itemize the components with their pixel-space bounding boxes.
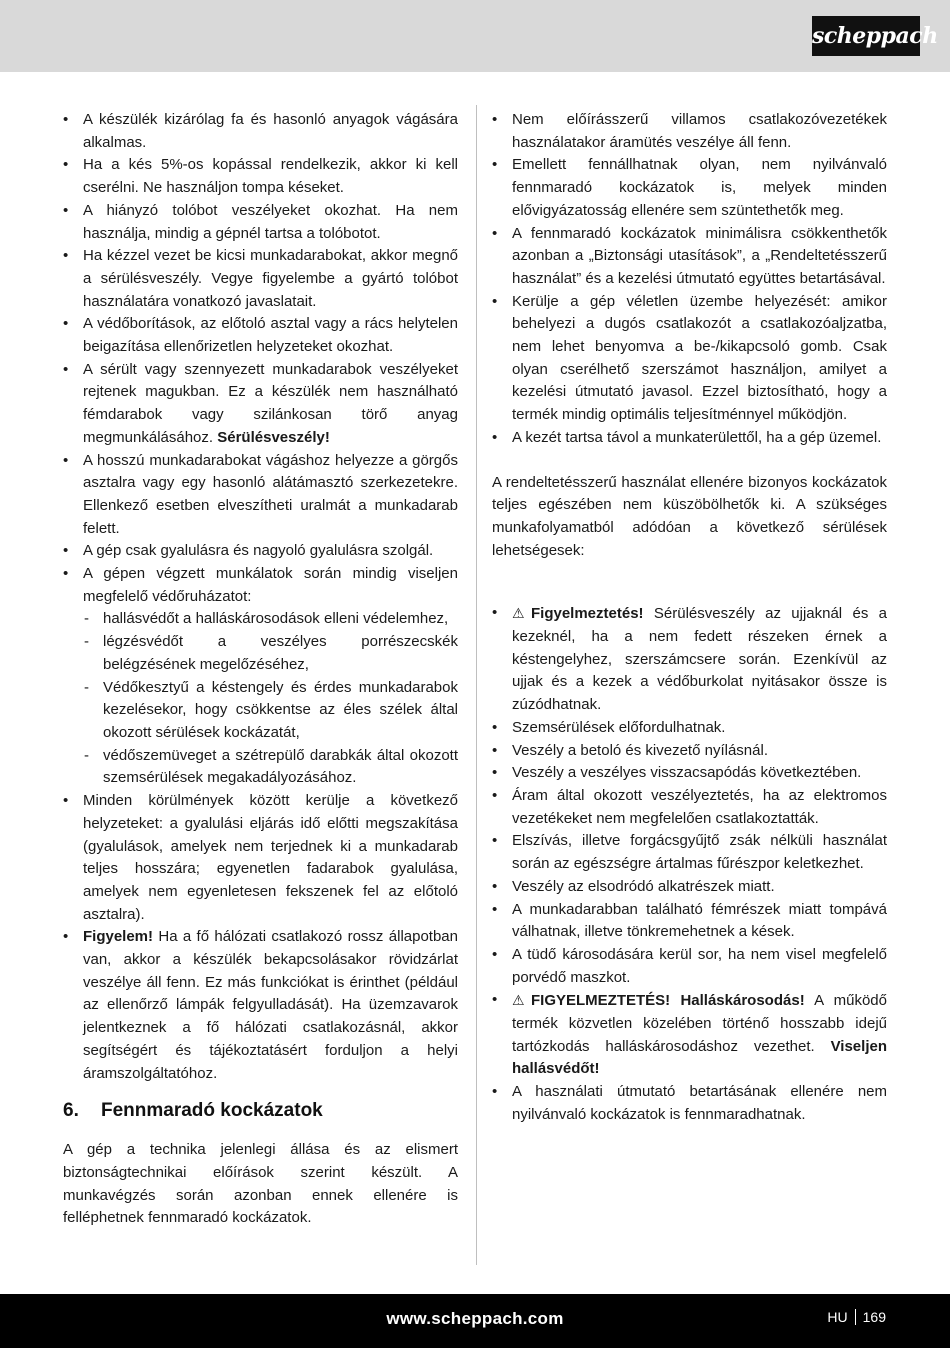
list-item: • Ha kézzel vezet be kicsi munkadarabokat, akkor megnő a sérülésveszély. Vegye figyelembe a gyártó tolóbot használatára vonatkozó javaslatait. <box>63 245 458 313</box>
list-item: • Kerülje a gép véletlen üzembe helyezését: amikor behelyezi a dugós csatlakozót a csatlakozóaljzatba, nem lehet benyomva a be-/kikapcsoló gomb. Csak olyan cserélhető szerszámot használjon, amilyet a kezelési útmutató javasol. Ezzel biztosítható, hogy a termék mindig optimális teljesítménnyel működjön. <box>492 291 887 427</box>
list-item-attention <box>63 926 458 1085</box>
list-item: • Minden körülmények között kerülje a következő helyzeteket: a gyalulási eljárás idő előtti megszakítása (gyalulások, amelyek nem terjednek ki a munkadarab teljes hosszára; egyenetlen fadarabok gyalulása, amelyek nem egyenletesen fekszenek fel az előtoló asztalra). <box>63 790 458 926</box>
list-item-damaged-workpieces <box>63 359 458 450</box>
residual-risk-paragraph: A rendeltetésszerű használat ellenére bizonyos kockázatok teljes egészében nem küszöbölhetők ki. A szükséges munkafolyamatból adódóan a következő sérülések lehetségesek: <box>492 473 887 559</box>
injury-danger-label: Sérülésveszély! <box>217 428 330 446</box>
list-item: • Veszély az elsodródó alkatrészek miatt. <box>492 876 887 899</box>
scheppach-logo: scheppach <box>812 16 920 56</box>
list-item: • Nem előírásszerű villamos csatlakozóvezetékek használatakor áramütés veszélye áll fenn. <box>492 109 887 154</box>
safety-list-a <box>63 109 458 1085</box>
right-column <box>492 109 887 1127</box>
list-item: • Áram által okozott veszélyeztetés, ha az elektromos vezetékeket nem megfelelően csatlakoztatták. <box>492 785 887 830</box>
header-bar <box>0 0 950 72</box>
warning-label: Figyelmeztetés! <box>531 605 644 623</box>
section-number: 6. <box>63 1100 79 1122</box>
footer-separator <box>855 1309 856 1325</box>
page-indicator <box>827 1309 886 1325</box>
section-heading <box>63 1099 458 1123</box>
left-column <box>63 109 458 1230</box>
warning-triangle-icon: ⚠ <box>512 605 525 622</box>
hearing-warning-label: FIGYELMEZTETÉS! Halláskárosodás! <box>531 992 805 1010</box>
list-item: • A gép csak gyalulásra és nagyoló gyalulásra szolgál. <box>63 540 458 563</box>
list-item-hearing-warning <box>492 989 887 1081</box>
ppe-item: - Védőkesztyű a késtengely és érdes munkadarabok kezelésekor, hogy csökkentse az éles szélek által okozott sérülések kockázatát, <box>83 677 458 745</box>
ppe-list <box>83 608 458 790</box>
residual-list-b <box>492 602 887 1126</box>
list-item-ppe <box>63 563 458 790</box>
warning-text: Sérülésveszély az ujjaknál és a kezeknél, ha a nem fedett részeken érnek a késtengelyhez, szerszámcsere során. Ezenkívül az ujjak és a kezek a védőburkolat nyitásakor össze is zúzódhatnak. <box>512 605 887 714</box>
warning-triangle-icon: ⚠ <box>512 992 525 1009</box>
list-item: • A tüdő károsodására kerül sor, ha nem visel megfelelő porvédő maszkot. <box>492 944 887 989</box>
residual-list-a <box>492 109 887 450</box>
list-item: • Elszívás, illetve forgácsgyűjtő zsák nélküli használat során az egészségre ártalmas fűrészpor keletkezhet. <box>492 830 887 875</box>
list-item: • A hosszú munkadarabokat vágáshoz helyezze a görgős asztalra vagy egy hasonló alátámasztó szerkezetekre. Ellenkező esetben elveszítheti uralmát a munkadarab felett. <box>63 450 458 541</box>
ppe-item: - hallásvédőt a halláskárosodások elleni védelemhez, <box>83 608 458 631</box>
ppe-item: - védőszemüveget a szétrepülő darabkák által okozott szemsérülések megakadályozásához. <box>83 745 458 790</box>
list-item-text: A sérült vagy szennyezett munkadarabok veszélyeket rejtenek magukban. Ez a készülék nem használható fémdarabok vagy szilánkosan törő anyag megmunkálásához. <box>83 360 458 446</box>
ppe-item: - légzésvédőt a veszélyes porrészecskék belégzésének megelőzéséhez, <box>83 631 458 676</box>
attention-label: Figyelem! <box>83 928 154 946</box>
page-number: 169 <box>862 1309 886 1325</box>
list-item: • A fennmaradó kockázatok minimálisra csökkenthetők azonban a „Biztonsági utasítások”, a „Rendeltetésszerű használat” és a kezelési útmutató együttes betartásával. <box>492 223 887 291</box>
hearing-warning-text: A működő termék közvetlen közelében történő hosszabb idejű tartózkodás halláskárosodáshoz vezethet. <box>512 992 887 1055</box>
language-code: HU <box>827 1309 848 1325</box>
wear-ear-protection-label: Viseljen hallásvédőt! <box>512 1037 887 1078</box>
column-divider <box>476 105 477 1265</box>
list-item: • A kezét tartsa távol a munkaterülettől, ha a gép üzemel. <box>492 427 887 450</box>
attention-text: Ha a fő hálózati csatlakozó rossz állapotban van, akkor a készülék bekapcsolásakor rövidzárlat veszélye áll fenn. Ez más funkciókat is érinthet (például az ellenőrző lámpák felgyulladását). Ha üzemzavarok jelentkeznek a fő hálózati csatlakozásnál, akkor segítségért és tájékoztatásért forduljon a helyi áramszolgáltatóhoz. <box>83 928 458 1082</box>
footer-bar <box>0 1294 950 1348</box>
list-item: • Szemsérülések előfordulhatnak. <box>492 717 887 740</box>
list-item: • A védőborítások, az előtoló asztal vagy a rács helytelen beigazítása ellenőrizetlen helyzeteket okozhat. <box>63 313 458 358</box>
section-title: Fennmaradó kockázatok <box>101 1100 323 1122</box>
list-item: • Emellett fennállhatnak olyan, nem nyilvánvaló fennmaradó kockázatok is, melyek minden elővigyázatosság ellenére sem szüntethetők meg. <box>492 154 887 222</box>
list-item: • Veszély a betoló és kivezető nyílásnál. <box>492 740 887 763</box>
ppe-intro: A gépen végzett munkálatok során mindig viseljen megfelelő védőruházatot: <box>83 565 458 605</box>
list-item: • Veszély a veszélyes visszacsapódás következtében. <box>492 762 887 785</box>
list-item-warning <box>492 602 887 717</box>
list-item: • A használati útmutató betartásának ellenére nem nyilvánvaló kockázatok is fennmaradhatnak. <box>492 1081 887 1126</box>
list-item: • A munkadarabban található fémrészek miatt tompává válhatnak, illetve tönkremehetnek a kések. <box>492 899 887 944</box>
website-url: www.scheppach.com <box>386 1309 564 1328</box>
list-item: • Ha a kés 5%-os kopással rendelkezik, akkor ki kell cserélni. Ne használjon tompa késeket. <box>63 154 458 199</box>
section-paragraph: A gép a technika jelenlegi állása és az elismert biztonságtechnikai előírások szerint készült. A munkavégzés során azonban ennek ellenére is felléphetnek fennmaradó kockázatok. <box>63 1141 458 1227</box>
list-item: • A készülék kizárólag fa és hasonló anyagok vágására alkalmas. <box>63 109 458 154</box>
list-item: • A hiányzó tolóbot veszélyeket okozhat. Ha nem használja, mindig a gépnél tartsa a tolóbotot. <box>63 200 458 245</box>
